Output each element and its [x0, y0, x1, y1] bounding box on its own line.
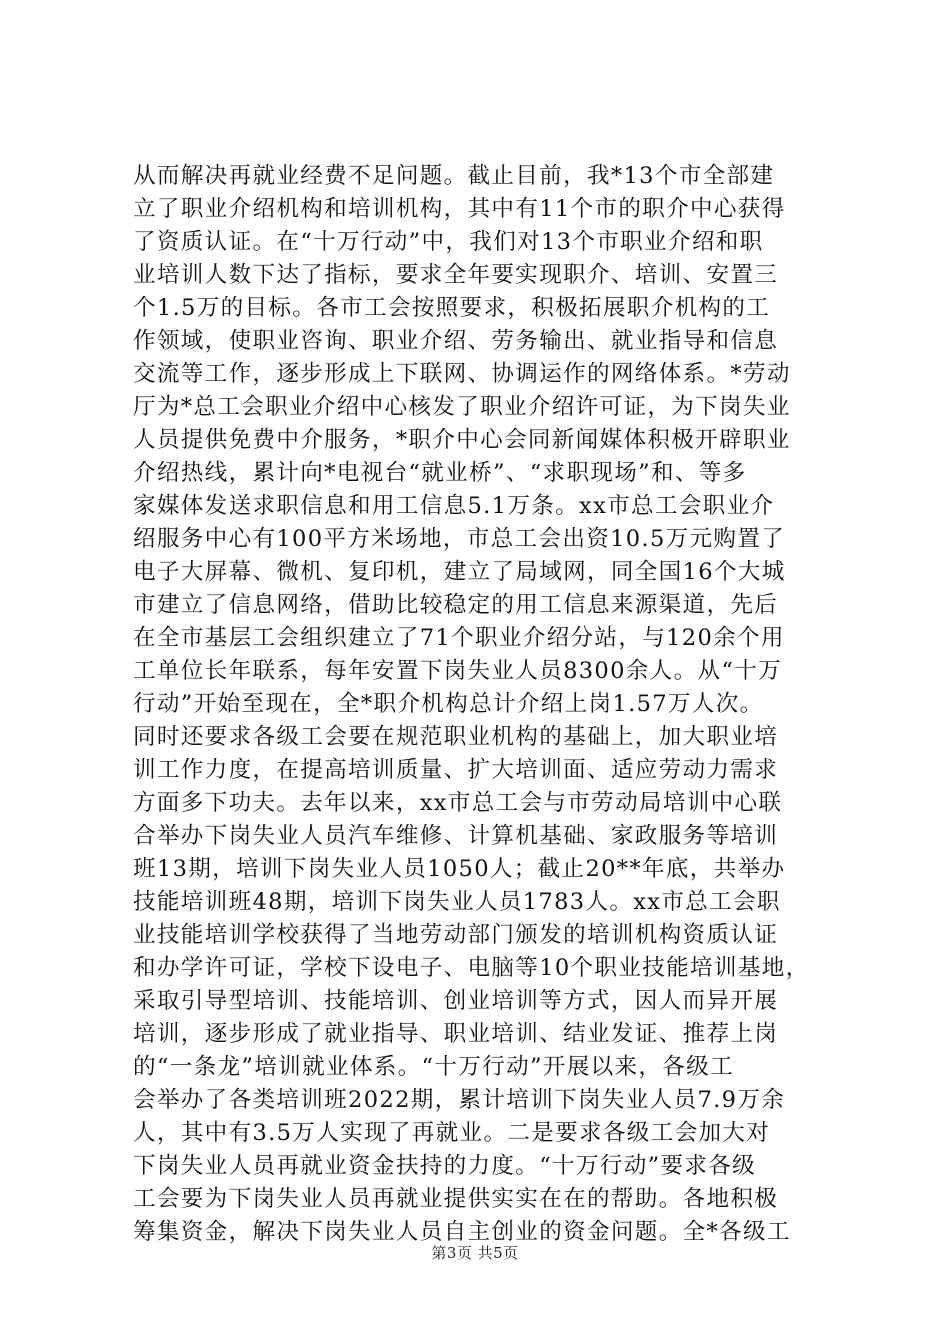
text-line: 电子大屏幕、微机、复印机，建立了局域网，同全国16个大城: [133, 559, 786, 585]
text-line: 培训，逐步形成了就业指导、职业培训、结业发证、推荐上岗: [133, 1021, 779, 1047]
text-line: 人，其中有3.5万人实现了再就业。二是要求各级工会加大对: [133, 1120, 771, 1146]
text-line: 班13期，培训下岗失业人员1050人；截止20**年底，共举办: [133, 856, 786, 882]
text-line: 行动”开始至现在，全*职介机构总计介绍上岗1.57万人次。: [133, 691, 764, 717]
text-line: 人员提供免费中介服务，*职介中心会同新闻媒体积极开辟职业: [133, 427, 791, 453]
text-line: 交流等工作，逐步形成上下联网、协调运作的网络体系。*劳动: [133, 361, 791, 387]
text-line: 介绍热线，累计向*电视台“就业桥”、“求职现场”和、等多: [133, 460, 747, 486]
text-line: 家媒体发送求职信息和用工信息5.1万条。xx市总工会职业介: [133, 493, 775, 519]
page-number-footer: 第3页 共5页: [431, 1244, 519, 1262]
text-line: 厅为*总工会职业介绍中心核发了职业介绍许可证，为下岗失业: [133, 394, 791, 420]
text-line: 个1.5万的目标。各市工会按照要求，积极拓展职介机构的工: [133, 295, 771, 321]
text-line: 训工作力度，在提高培训质量、扩大培训面、适应劳动力需求: [133, 757, 779, 783]
text-line: 工单位长年联系，每年安置下岗失业人员8300余人。从“十万: [133, 658, 782, 684]
text-line: 市建立了信息网络，借助比较稳定的用工信息来源渠道，先后: [133, 592, 779, 618]
text-line: 技能培训班48期，培训下岗失业人员1783人。xx市总工会职: [133, 889, 781, 915]
text-line: 业培训人数下达了指标，要求全年要实现职介、培训、安置三: [133, 262, 779, 288]
text-line: 了资质认证。在“十万行动”中，我们对13个市职业介绍和职: [133, 229, 764, 255]
text-line: 立了职业介绍机构和培训机构，其中有11个市的职介中心获得: [133, 196, 786, 222]
text-line: 在全市基层工会组织建立了71个职业介绍分站，与120余个用: [133, 625, 785, 651]
text-line: 下岗失业人员再就业资金扶持的力度。“十万行动”要求各级: [133, 1153, 757, 1179]
text-line: 合举办下岗失业人员汽车维修、计算机基础、家政服务等培训: [133, 823, 779, 849]
text-line: 筹集资金，解决下岗失业人员自主创业的资金问题。全*各级工: [133, 1219, 791, 1245]
text-line: 绍服务中心有100平方米场地，市总工会出资10.5万元购置了: [133, 526, 786, 552]
text-line: 采取引导型培训、技能培训、创业培训等方式，因人而异开展: [133, 988, 779, 1014]
text-line: 工会要为下岗失业人员再就业提供实实在在的帮助。各地积极: [133, 1186, 779, 1212]
text-line: 方面多下功夫。去年以来，xx市总工会与市劳动局培训中心联: [133, 790, 783, 816]
text-line: 从而解决再就业经费不足问题。截止目前，我*13个市全部建: [133, 163, 775, 189]
text-line: 的“一条龙”培训就业体系。“十万行动”开展以来，各级工: [133, 1054, 734, 1080]
text-line: 作领域，使职业咨询、职业介绍、劳务输出、就业指导和信息: [133, 328, 779, 354]
text-line: 同时还要求各级工会要在规范职业机构的基础上，加大职业培: [133, 724, 779, 750]
text-line: 业技能培训学校获得了当地劳动部门颁发的培训机构资质认证: [133, 922, 779, 948]
text-line: 会举办了各类培训班2022期，累计培训下岗失业人员7.9万余: [133, 1087, 786, 1113]
body-text: [133, 160, 823, 1249]
text-line: 和办学许可证，学校下设电子、电脑等10个职业技能培训基地，: [133, 955, 810, 981]
